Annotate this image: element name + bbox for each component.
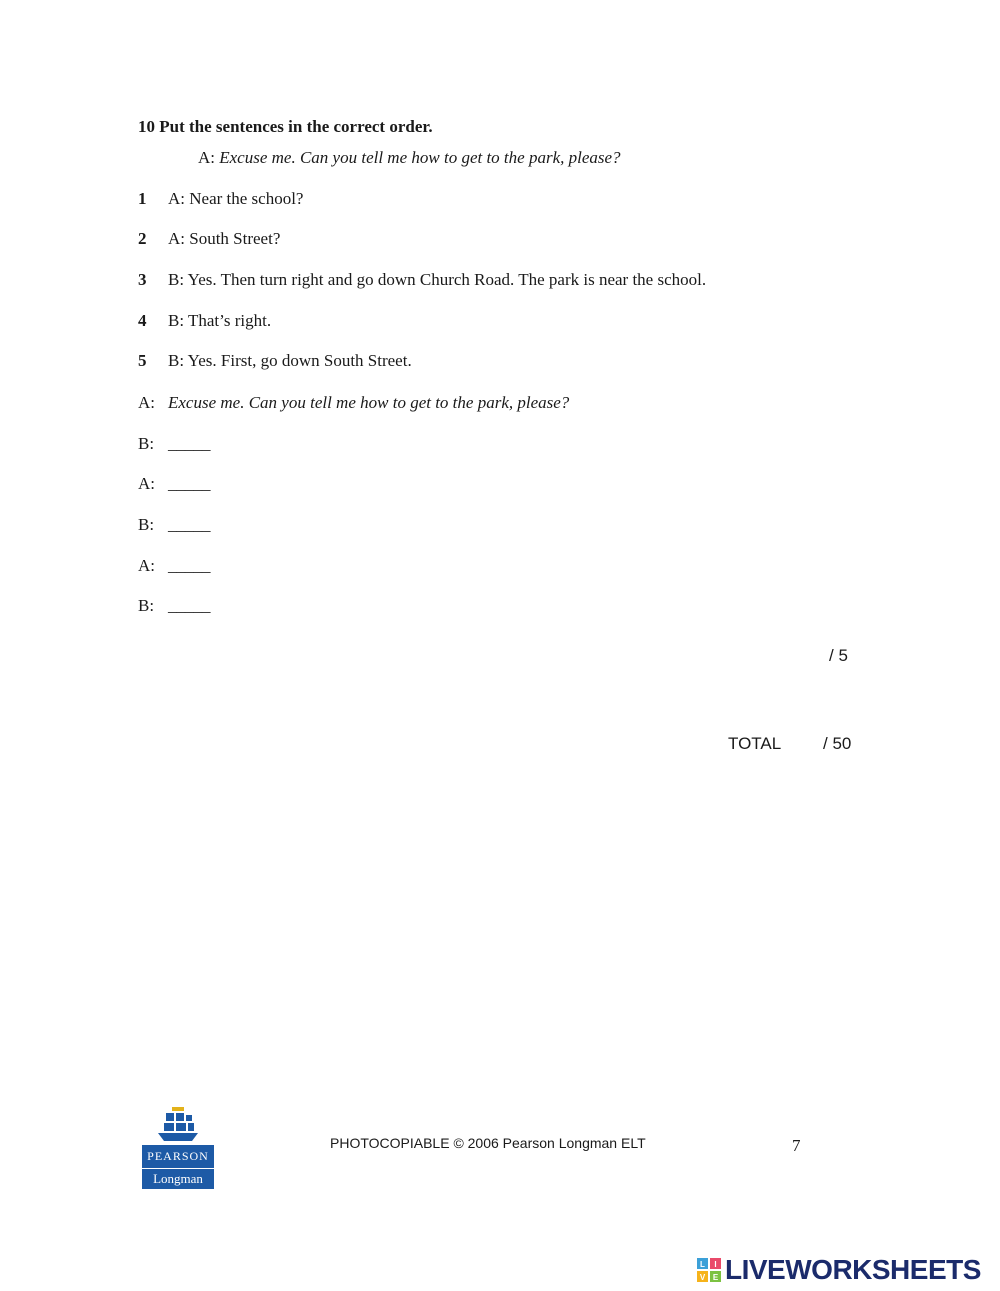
sentence-number-5: 5 [138,351,147,370]
sentence-text-2: A: South Street? [168,229,281,248]
total-label: TOTAL [728,734,782,753]
answer-speaker-3: B: [138,515,155,534]
answer-speaker-2: A: [138,474,155,493]
answer-blank-3[interactable]: _____ [168,515,211,534]
live-blocks-icon [697,1258,721,1282]
answer-speaker-5: B: [138,596,155,615]
example-speaker: A: [198,148,215,167]
answer-blank-1[interactable]: _____ [168,434,211,453]
example-text: Excuse me. Can you tell me how to get to the park, please? [219,148,621,167]
copyright-notice: PHOTOCOPIABLE © 2006 Pearson Longman ELT [330,1135,646,1151]
page-number: 7 [792,1136,801,1155]
liveworksheets-wordmark: LIVEWORKSHEETS [725,1254,981,1285]
section-score: / 5 [829,646,848,665]
sentence-number-3: 3 [138,270,147,289]
example-line [198,148,621,168]
block-letter-v: V [699,1273,706,1282]
logo-longman-text: Longman [142,1168,214,1187]
sentence-number-1: 1 [138,189,147,208]
dialogue-opening-text: Excuse me. Can you tell me how to get to the park, please? [168,393,570,412]
answer-speaker-4: A: [138,556,155,575]
dialogue-opening-speaker: A: [138,393,155,412]
block-letter-i: I [714,1260,717,1269]
logo-pearson-text: PEARSON [147,1149,209,1163]
sentence-text-4: B: That’s right. [168,311,272,330]
total-score: / 50 [823,734,852,753]
sentence-number-2: 2 [138,229,147,248]
sentence-number-4: 4 [138,311,147,330]
sentence-text-3: B: Yes. Then turn right and go down Church Road. The park is near the school. [168,270,707,289]
block-letter-e: E [712,1273,719,1282]
sentence-text-1: A: Near the school? [168,189,304,208]
ship-icon [142,1105,214,1145]
exercise-title: 10 Put the sentences in the correct order. [138,117,433,136]
sentence-text-5: B: Yes. First, go down South Street. [168,351,412,370]
answer-blank-2[interactable]: _____ [168,474,211,493]
answer-blank-5[interactable]: _____ [168,596,211,615]
answer-blank-4[interactable]: _____ [168,556,211,575]
answer-speaker-1: B: [138,434,155,453]
pearson-longman-logo [142,1105,214,1189]
block-letter-l: L [700,1260,705,1269]
